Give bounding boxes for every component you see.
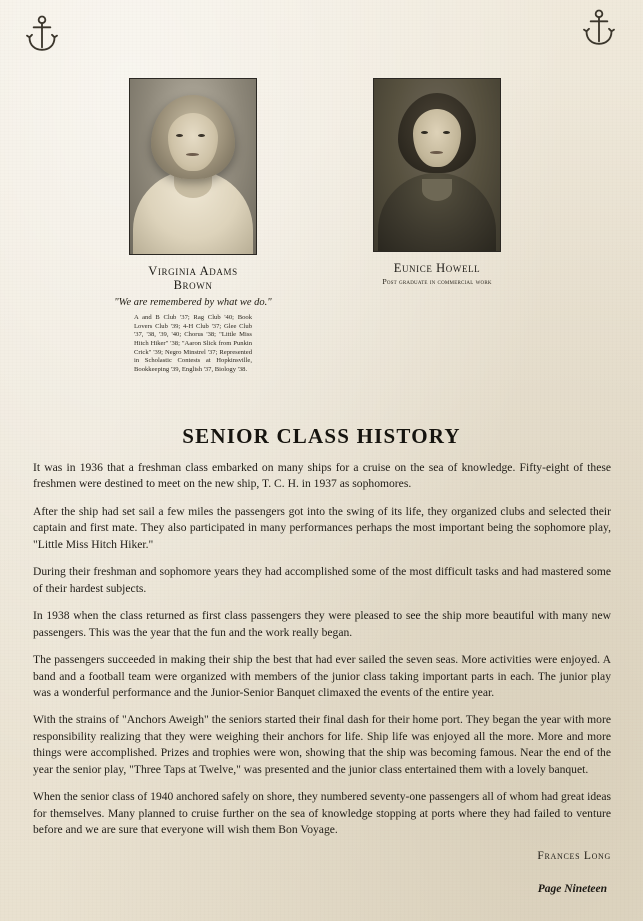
portrait-name-line: Brown [173, 278, 213, 293]
portrait-activities: A and B Club '37; Rag Club '40; Book Lovers Club '39; 4-H Club '37; Glee Club '37, '38, '39, '40; Chorus '38; "Little Miss Hitch Hiker" '38; "Aaron Slick from Punkin Crick" '39; Negro Minstrel '37; Represented in Scholastic Contests at Hopkinsville, Bookkeeping '39, English '37, Biology '38. [134, 313, 252, 374]
article-paragraph: When the senior class of 1940 anchored safely on shore, they numbered seventy-one passengers all of whom had great ideas for themselves. Many planned to cruise further on the sea of knowledge stopping at ports where they had failed to venture before and we are sure that everyone will wish them Bon Voyage. [33, 790, 611, 837]
portrait-entry [108, 78, 278, 375]
portrait-subcaption: Post graduate in commercial work [382, 277, 492, 287]
portrait-name-line: Eunice Howell [393, 261, 481, 275]
portrait-name [108, 264, 278, 293]
portrait-entry [352, 78, 522, 286]
article-paragraph: The passengers succeeded in making their ship the best that had ever sailed the seven seas. More activities were enjoyed. A band and a football team were organized with members of the junior class taking important parts in each. The junior play was a wonderful performance and the Junior-Senior Banquet climaxed the events of the entire year. [33, 653, 611, 699]
article-body [33, 460, 611, 862]
portrait-name [352, 261, 522, 275]
page-number: Page Nineteen [537, 883, 607, 895]
anchor-icon [22, 14, 62, 54]
article-paragraph: With the strains of "Anchors Aweigh" the seniors started their final dash for their home port. They began the year with more responsibility realizing that they were weighing their anchors for life. Ship life was enjoyed all the more. More and more things were accomplished. Prizes and trophies were won, showing that the ship was becoming famous. Near the end of the year the senior play, "Three Taps at Twelve," was presented and the junior class entertained them with a lovely banquet. [33, 713, 611, 776]
portrait-section [0, 78, 643, 378]
portrait-photo [129, 78, 257, 255]
article-paragraph: During their freshman and sophomore years they had accomplished some of the most difficult tasks and had mastered some of their hardest subjects. [33, 565, 611, 595]
portrait-name-line: Virginia Adams [148, 264, 238, 278]
article-byline: Frances Long [537, 849, 611, 862]
article-paragraph: It was in 1936 that a freshman class embarked on many ships for a cruise on the sea of knowledge. Fifty-eight of these freshmen were destined to meet on the new ship, T. C. H. in 1937 as sophomores. [33, 461, 611, 491]
anchor-icon [579, 8, 619, 48]
page-title: SENIOR CLASS HISTORY [182, 424, 461, 448]
portrait-quote: "We are remembered by what we do." [114, 296, 272, 308]
article-paragraph: In 1938 when the class returned as first class passengers they were pleased to see the ship more beautiful with many new passengers. This was the year that the fun and the work really began. [33, 609, 611, 639]
article-paragraph: After the ship had set sail a few miles the passengers got into the swing of its life, they organized clubs and selected their captain and first mate. They also participated in many performances perhaps the most important being the sophomore play, "Little Miss Hitch Hiker." [33, 504, 611, 551]
portrait-photo [373, 78, 501, 252]
